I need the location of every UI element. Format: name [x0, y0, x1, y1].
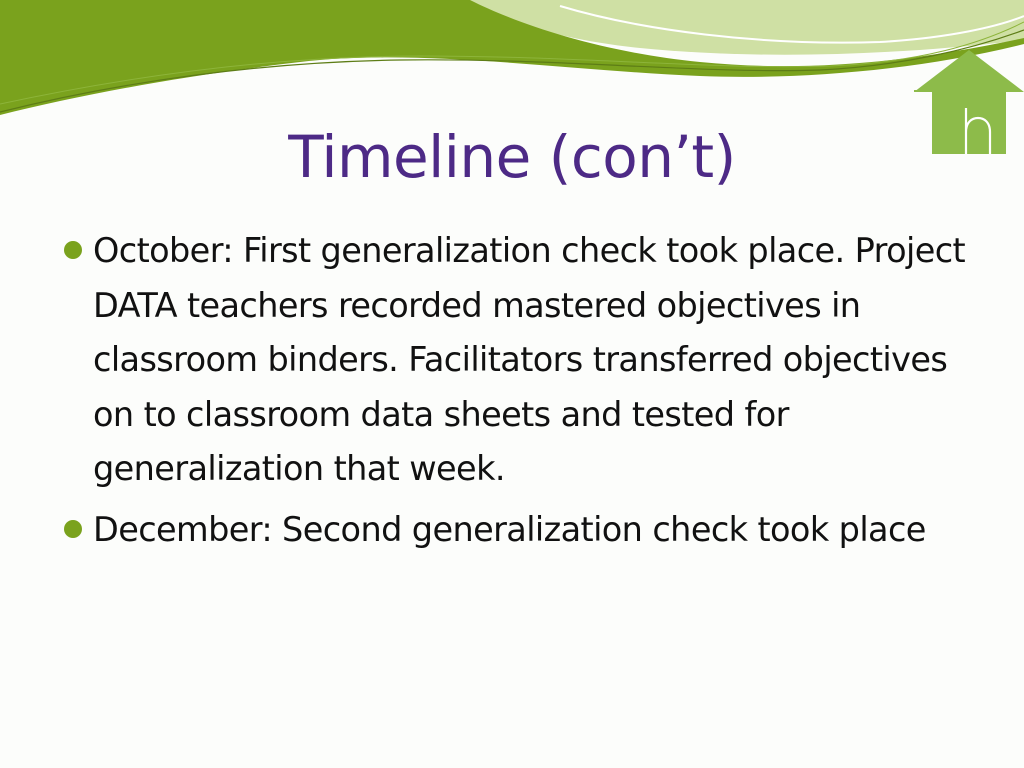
bullet-item-december	[62, 503, 982, 558]
bullet-item-october	[62, 224, 982, 497]
bullet-text: October: First generalization check took place. Project DATA teachers recorded mastered objectives in classroom binders. Facilitators transferred objectives on to classroom data sheets and tested for generalization that week.	[93, 231, 966, 488]
header-swoosh-decoration	[0, 0, 1024, 130]
bullet-dot-icon	[64, 241, 82, 259]
bullet-dot-icon	[64, 520, 82, 538]
bullet-text: December: Second generalization check took place	[93, 509, 926, 549]
slide-title: Timeline (con’t)	[288, 123, 736, 191]
bullet-list	[62, 224, 982, 563]
